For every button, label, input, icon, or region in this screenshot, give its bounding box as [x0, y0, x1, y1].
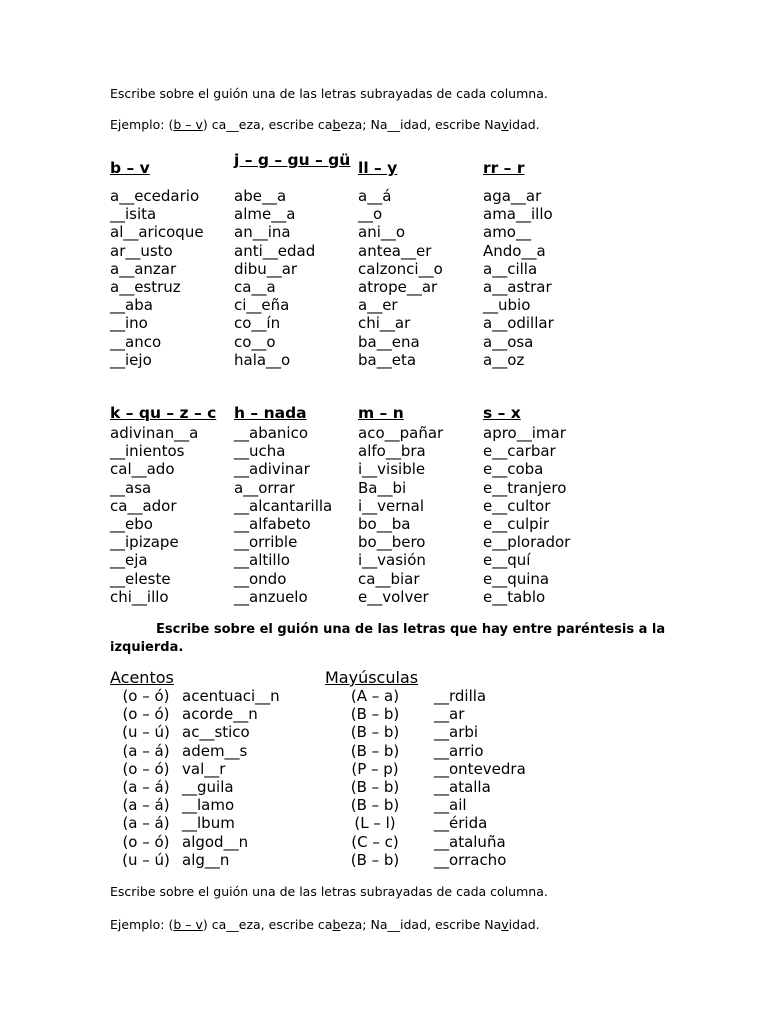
letter-pair: (a – á)	[122, 777, 170, 796]
table2-column	[234, 404, 358, 606]
letter-pair: (a – á)	[122, 741, 170, 760]
example-answer-1: b	[332, 917, 341, 932]
list-item: an__ina	[234, 223, 291, 242]
table1-column	[110, 151, 234, 369]
list-item: __aba	[110, 296, 153, 315]
list-item: ca__ador	[110, 496, 177, 515]
list-item: __orrible	[234, 533, 298, 552]
list-item: e__coba	[483, 460, 544, 479]
list-item: atrope__ar	[358, 277, 438, 296]
list-item	[332, 742, 526, 760]
word-blank: algod__n	[182, 832, 249, 851]
word-blank: __ataluña	[434, 832, 506, 851]
letter-pair: (o – ó)	[122, 705, 170, 724]
word-blank: acorde__n	[182, 705, 258, 724]
list-item: __anco	[110, 332, 162, 351]
word-blank: __atalla	[434, 777, 491, 796]
list-item: Ando__a	[483, 241, 546, 260]
word-blank: __rdilla	[434, 687, 487, 705]
column-header: j – g – gu – gü	[234, 151, 351, 169]
list-item: __adivinar	[234, 460, 310, 479]
column-header: k – qu – z – c	[110, 404, 217, 422]
list-item	[332, 778, 526, 796]
list-item: a__cilla	[483, 259, 538, 278]
letter-pair: (u – ú)	[122, 723, 170, 742]
letter-pair: (a – á)	[122, 796, 170, 815]
mayusculas-title: Mayúsculas	[325, 668, 419, 687]
list-item: a__odillar	[483, 314, 554, 333]
mayusculas-list	[332, 687, 526, 869]
example-suffix: idad.	[508, 117, 540, 132]
list-item: __ipizape	[110, 533, 179, 552]
table1-column	[483, 151, 607, 369]
table2-column	[483, 404, 607, 606]
example-letters: b – v	[173, 917, 203, 932]
letter-pair: (B – b)	[350, 777, 400, 796]
list-item: aco__pañar	[358, 424, 444, 442]
list-item: e__tranjero	[483, 478, 567, 497]
list-item: alme__a	[234, 205, 296, 224]
letter-pair: (B – b)	[350, 850, 400, 869]
example-answer-2: v	[501, 917, 509, 932]
list-item: cal__ado	[110, 460, 175, 479]
list-item: bo__ba	[358, 514, 411, 533]
list-item: __asa	[110, 478, 152, 497]
word-blank: val__r	[182, 759, 226, 778]
list-item: i__vasión	[358, 551, 426, 570]
letter-pair: (o – ó)	[122, 832, 170, 851]
letter-pair: (B – b)	[350, 705, 400, 724]
instruction-middle: Escribe sobre el guión una de las letras que hay entre paréntesis a la izquierda.	[110, 622, 666, 655]
list-item	[332, 723, 526, 741]
list-item: bo__bero	[358, 533, 426, 552]
list-item	[332, 814, 526, 832]
example-answer-1: b	[332, 117, 341, 132]
list-item: ani__o	[358, 223, 406, 242]
list-item	[110, 760, 280, 778]
letter-pair: (o – ó)	[122, 759, 170, 778]
list-item: al__aricoque	[110, 223, 204, 242]
column-header: b – v	[110, 159, 150, 177]
column-header: rr – r	[483, 159, 525, 177]
list-item	[332, 760, 526, 778]
example-line	[110, 117, 540, 132]
example-prefix: Ejemplo: (	[110, 117, 174, 132]
letter-pair: (u – ú)	[122, 850, 170, 869]
list-item: __ucha	[234, 442, 286, 461]
list-item	[110, 742, 280, 760]
letter-pair: (B – b)	[350, 723, 400, 742]
list-item: a__er	[358, 296, 398, 315]
list-item: e__quí	[483, 551, 531, 570]
example-suffix: idad.	[508, 917, 540, 932]
word-blank: adem__s	[182, 741, 248, 760]
acentos-list	[110, 687, 280, 869]
list-item: ar__usto	[110, 241, 173, 260]
list-item	[332, 796, 526, 814]
list-item: co__ín	[234, 314, 281, 333]
list-item	[110, 723, 280, 741]
list-item: e__cultor	[483, 496, 551, 515]
list-item	[332, 851, 526, 869]
list-item: a__oz	[483, 350, 525, 369]
letter-pair: (B – b)	[350, 796, 400, 815]
list-item: chi__illo	[110, 587, 169, 606]
example-letters: b – v	[173, 117, 203, 132]
list-item: e__tablo	[483, 587, 546, 606]
list-item: aga__ar	[483, 187, 542, 205]
word-blank: __arrio	[434, 741, 484, 760]
list-item	[110, 814, 280, 832]
example-line-bottom	[110, 917, 540, 932]
word-blank: __arbi	[434, 723, 479, 742]
list-item: ba__eta	[358, 350, 417, 369]
list-item: ci__eña	[234, 296, 290, 315]
list-item: a__anzar	[110, 259, 177, 278]
word-blank: __lbum	[182, 814, 235, 833]
word-blank: __érida	[434, 814, 488, 833]
list-item	[332, 705, 526, 723]
column-header: h – nada	[234, 404, 307, 422]
list-item: e__culpir	[483, 514, 550, 533]
example-mid2: eza; Na__idad, escribe Na	[340, 917, 502, 932]
word-blank: acentuaci__n	[182, 687, 280, 705]
letter-pair: (P – p)	[351, 759, 399, 778]
list-item: i__vernal	[358, 496, 425, 515]
word-blank: __ail	[434, 796, 467, 815]
list-item: __inientos	[110, 442, 185, 461]
list-item: __ebo	[110, 514, 153, 533]
list-item: __eleste	[110, 569, 171, 588]
list-item: i__visible	[358, 460, 426, 479]
list-item: Ba__bi	[358, 478, 407, 497]
example-prefix: Ejemplo: (	[110, 917, 174, 932]
word-blank: ac__stico	[182, 723, 250, 742]
word-blank: __orracho	[434, 850, 507, 869]
word-blank: __ar	[434, 705, 465, 724]
column-header: s – x	[483, 404, 521, 422]
list-item: a__á	[358, 187, 392, 205]
letter-pair: (L – l)	[354, 814, 396, 833]
word-blank: alg__n	[182, 850, 230, 869]
column-header: m – n	[358, 404, 404, 422]
list-item: dibu__ar	[234, 259, 298, 278]
list-item: adivinan__a	[110, 424, 199, 442]
list-item: __anzuelo	[234, 587, 308, 606]
list-item	[110, 687, 280, 705]
list-item	[332, 833, 526, 851]
column-header: ll – y	[358, 159, 398, 177]
list-item: amo__	[483, 223, 531, 242]
letter-pair: (B – b)	[350, 741, 400, 760]
table1-column	[358, 151, 482, 369]
example-answer-2: v	[501, 117, 509, 132]
list-item	[332, 687, 526, 705]
example-mid1: ) ca__eza, escribe ca	[202, 917, 333, 932]
instruction-top: Escribe sobre el guión una de las letras subrayadas de cada columna.	[110, 86, 548, 101]
list-item: __ondo	[234, 569, 287, 588]
table2-column	[358, 404, 482, 606]
example-mid2: eza; Na__idad, escribe Na	[340, 117, 502, 132]
list-item: e__volver	[358, 587, 429, 606]
list-item: a__orrar	[234, 478, 295, 497]
list-item: __isita	[110, 205, 157, 224]
instruction-bottom: Escribe sobre el guión una de las letras subrayadas de cada columna.	[110, 884, 548, 899]
list-item: e__quina	[483, 569, 550, 588]
list-item: __abanico	[234, 424, 309, 442]
word-blank: __lamo	[182, 796, 235, 815]
list-item: chi__ar	[358, 314, 411, 333]
table1-column	[234, 151, 352, 369]
list-item: __alcantarilla	[234, 496, 333, 515]
example-mid1: ) ca__eza, escribe ca	[202, 117, 333, 132]
list-item: __iejo	[110, 350, 152, 369]
list-item: alfo__bra	[358, 442, 426, 461]
letter-pair: (a – á)	[122, 814, 170, 833]
list-item	[110, 705, 280, 723]
list-item: abe__a	[234, 187, 287, 205]
letter-pair: (A – a)	[350, 687, 400, 705]
list-item	[110, 778, 280, 796]
list-item: a__astrar	[483, 277, 552, 296]
list-item: antea__er	[358, 241, 432, 260]
list-item: __ubio	[483, 296, 531, 315]
list-item: __eja	[110, 551, 148, 570]
list-item	[110, 851, 280, 869]
list-item: anti__edad	[234, 241, 316, 260]
list-item: apro__imar	[483, 424, 566, 442]
letter-pair: (o – ó)	[122, 687, 170, 705]
list-item: a__ecedario	[110, 187, 200, 205]
list-item: e__plorador	[483, 533, 571, 552]
list-item: ama__illo	[483, 205, 553, 224]
list-item	[110, 796, 280, 814]
word-blank: __ontevedra	[434, 759, 526, 778]
list-item: co__o	[234, 332, 276, 351]
list-item: __ino	[110, 314, 148, 333]
list-item: a__estruz	[110, 277, 181, 296]
table2-column	[110, 404, 234, 606]
list-item: e__carbar	[483, 442, 556, 461]
list-item: a__osa	[483, 332, 534, 351]
list-item	[110, 833, 280, 851]
list-item: ca__biar	[358, 569, 420, 588]
list-item: hala__o	[234, 350, 291, 369]
list-item: __altillo	[234, 551, 290, 570]
list-item: __o	[358, 205, 383, 224]
acentos-title: Acentos	[110, 668, 174, 687]
list-item: ba__ena	[358, 332, 420, 351]
list-item: ca__a	[234, 277, 276, 296]
word-blank: __guila	[182, 777, 234, 796]
list-item: calzonci__o	[358, 259, 443, 278]
list-item: __alfabeto	[234, 514, 311, 533]
letter-pair: (C – c)	[351, 832, 399, 851]
